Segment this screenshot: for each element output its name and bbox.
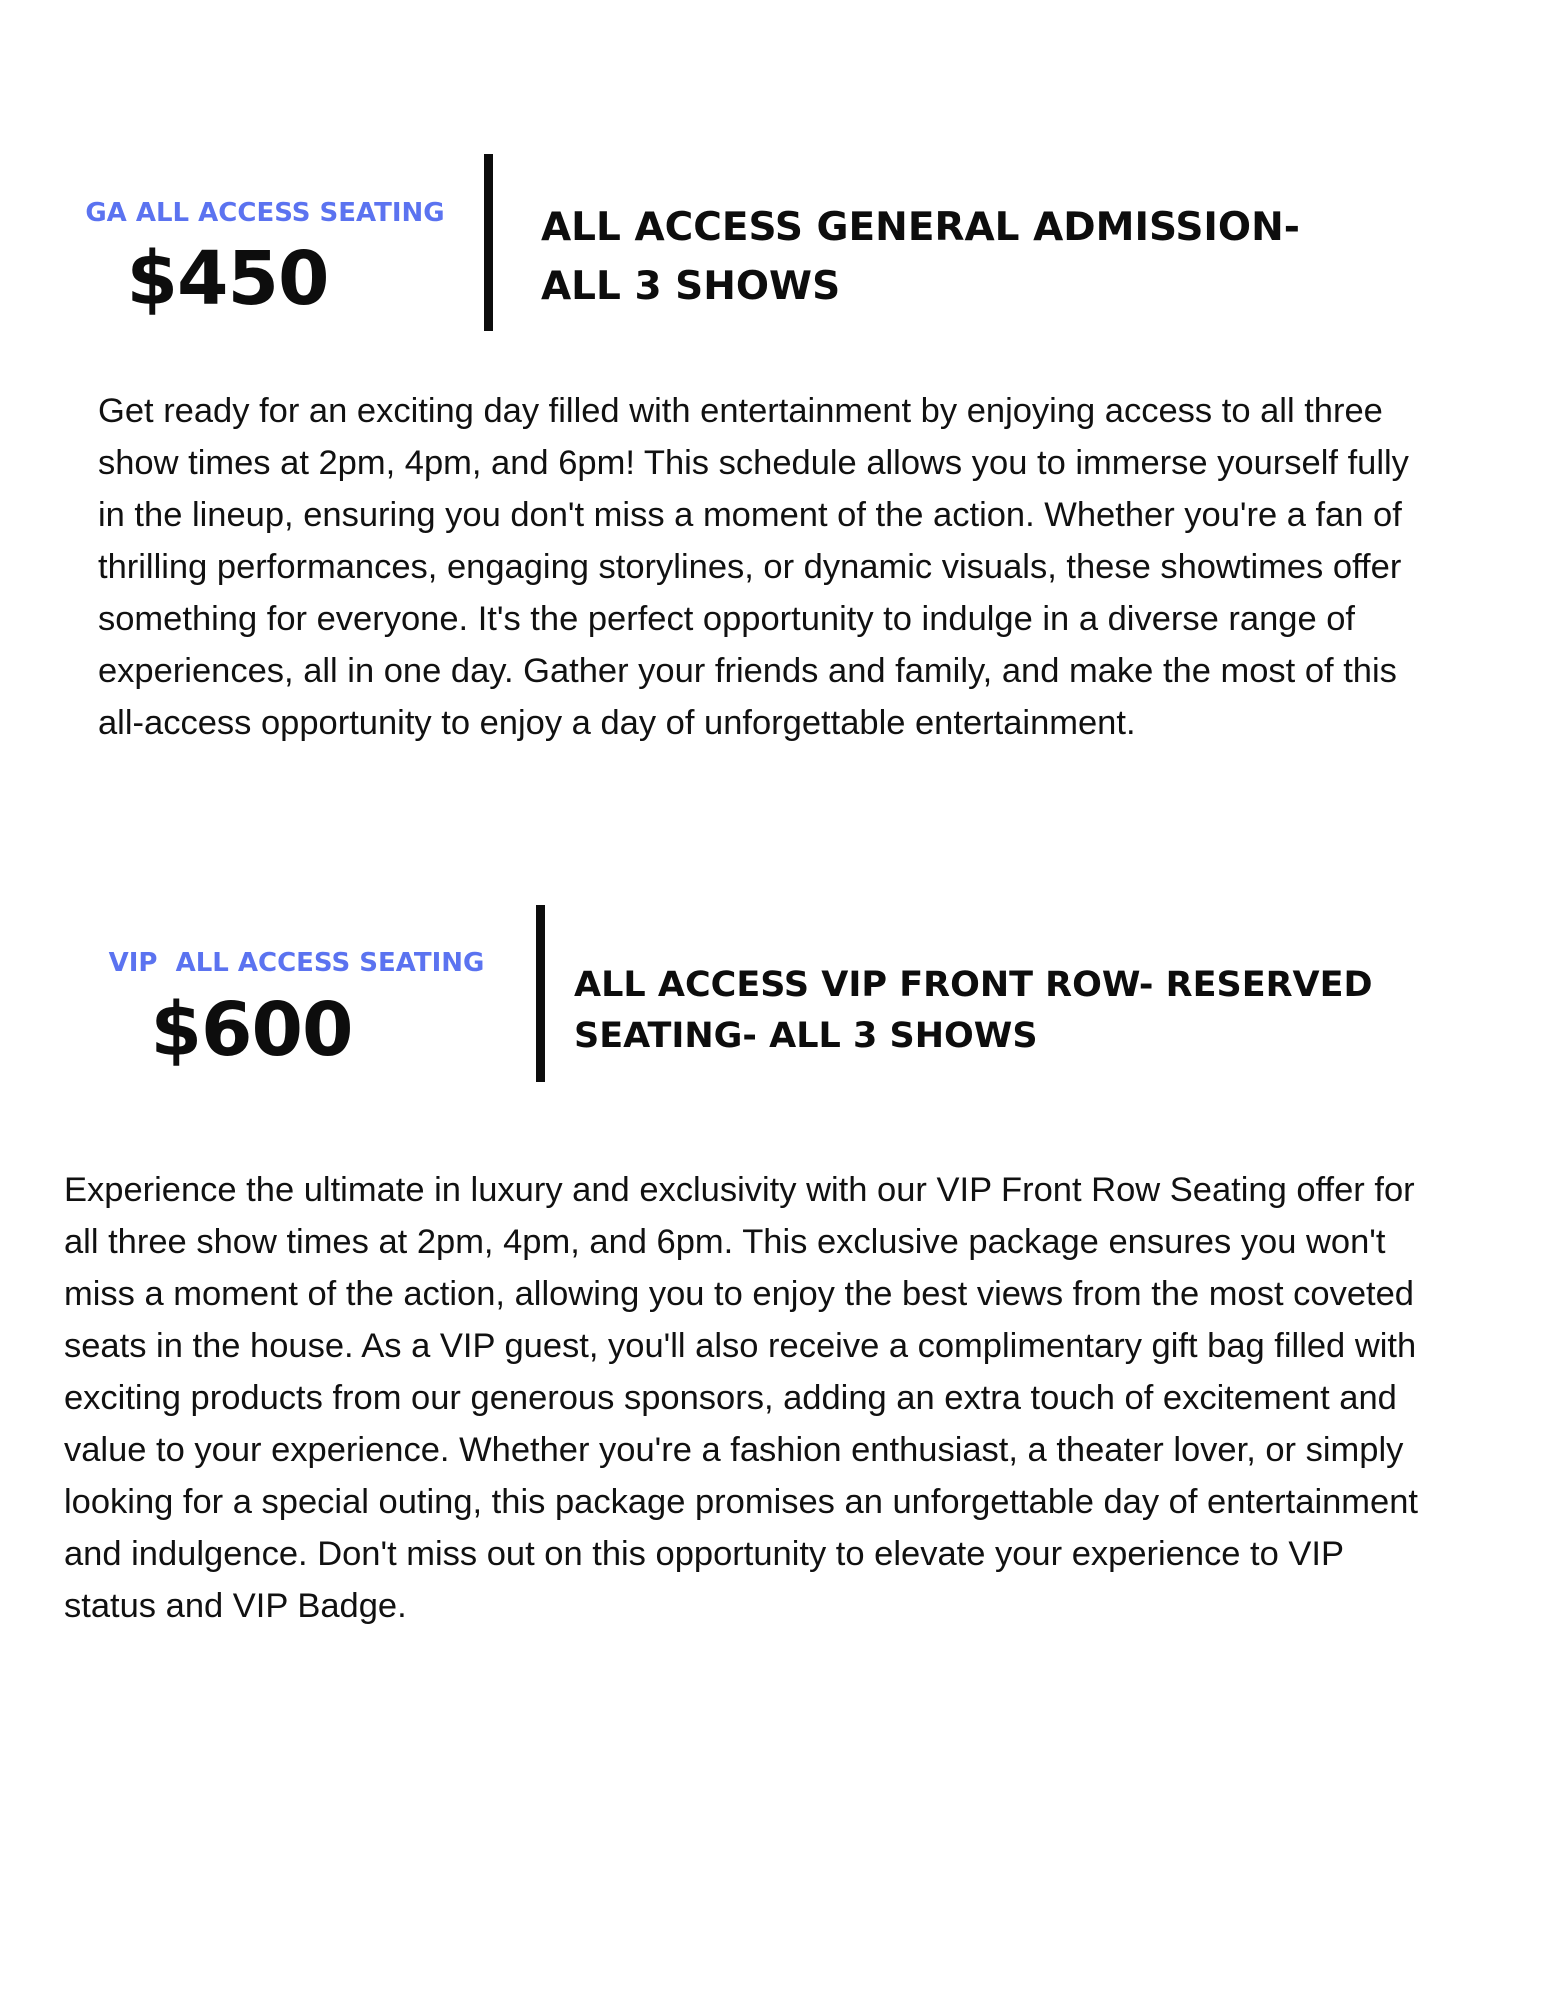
ga-headline-line2: ALL 3 SHOWS bbox=[541, 264, 841, 309]
vip-price: $600 bbox=[150, 987, 353, 1073]
vip-headline bbox=[574, 960, 1373, 1062]
ga-tier-label: GA ALL ACCESS SEATING bbox=[85, 198, 445, 228]
vip-divider bbox=[536, 905, 545, 1082]
ga-headline bbox=[541, 198, 1300, 316]
vip-headline-line2: SEATING- ALL 3 SHOWS bbox=[574, 1016, 1038, 1056]
ga-price: $450 bbox=[126, 236, 329, 322]
ga-description: Get ready for an exciting day filled with entertainment by enjoying access to all three show times at 2pm, 4pm, and 6pm! This schedule allows you to immerse yourself fully in the lineup, ensuring you don't miss a moment of the action. Whether you're a fan of thrilling performances, engaging storylines, or dynamic visuals, these showtimes offer something for everyone. It's the perfect opportunity to indulge in a diverse range of experiences, all in one day. Gather your friends and family, and make the most of this all-access opportunity to enjoy a day of unforgettable entertainment. bbox=[98, 392, 1409, 742]
vip-description: Experience the ultimate in luxury and exclusivity with our VIP Front Row Seating offer for all three show times at 2pm, 4pm, and 6pm. This exclusive package ensures you won't miss a moment of the action, allowing you to enjoy the best views from the most coveted seats in the house. As a VIP guest, you'll also receive a complimentary gift bag filled with exciting products from our generous sponsors, adding an extra touch of excitement and value to your experience. Whether you're a fashion enthusiast, a theater lover, or simply looking for a special outing, this package promises an unforgettable day of entertainment and indulgence. Don't miss out on this opportunity to elevate your experience to VIP status and VIP Badge. bbox=[64, 1171, 1418, 1625]
ga-divider bbox=[484, 154, 493, 331]
ga-headline-line1: ALL ACCESS GENERAL ADMISSION- bbox=[541, 205, 1300, 250]
vip-headline-line1: ALL ACCESS VIP FRONT ROW- RESERVED bbox=[574, 965, 1373, 1005]
vip-tier-label: VIP ALL ACCESS SEATING bbox=[108, 948, 485, 978]
